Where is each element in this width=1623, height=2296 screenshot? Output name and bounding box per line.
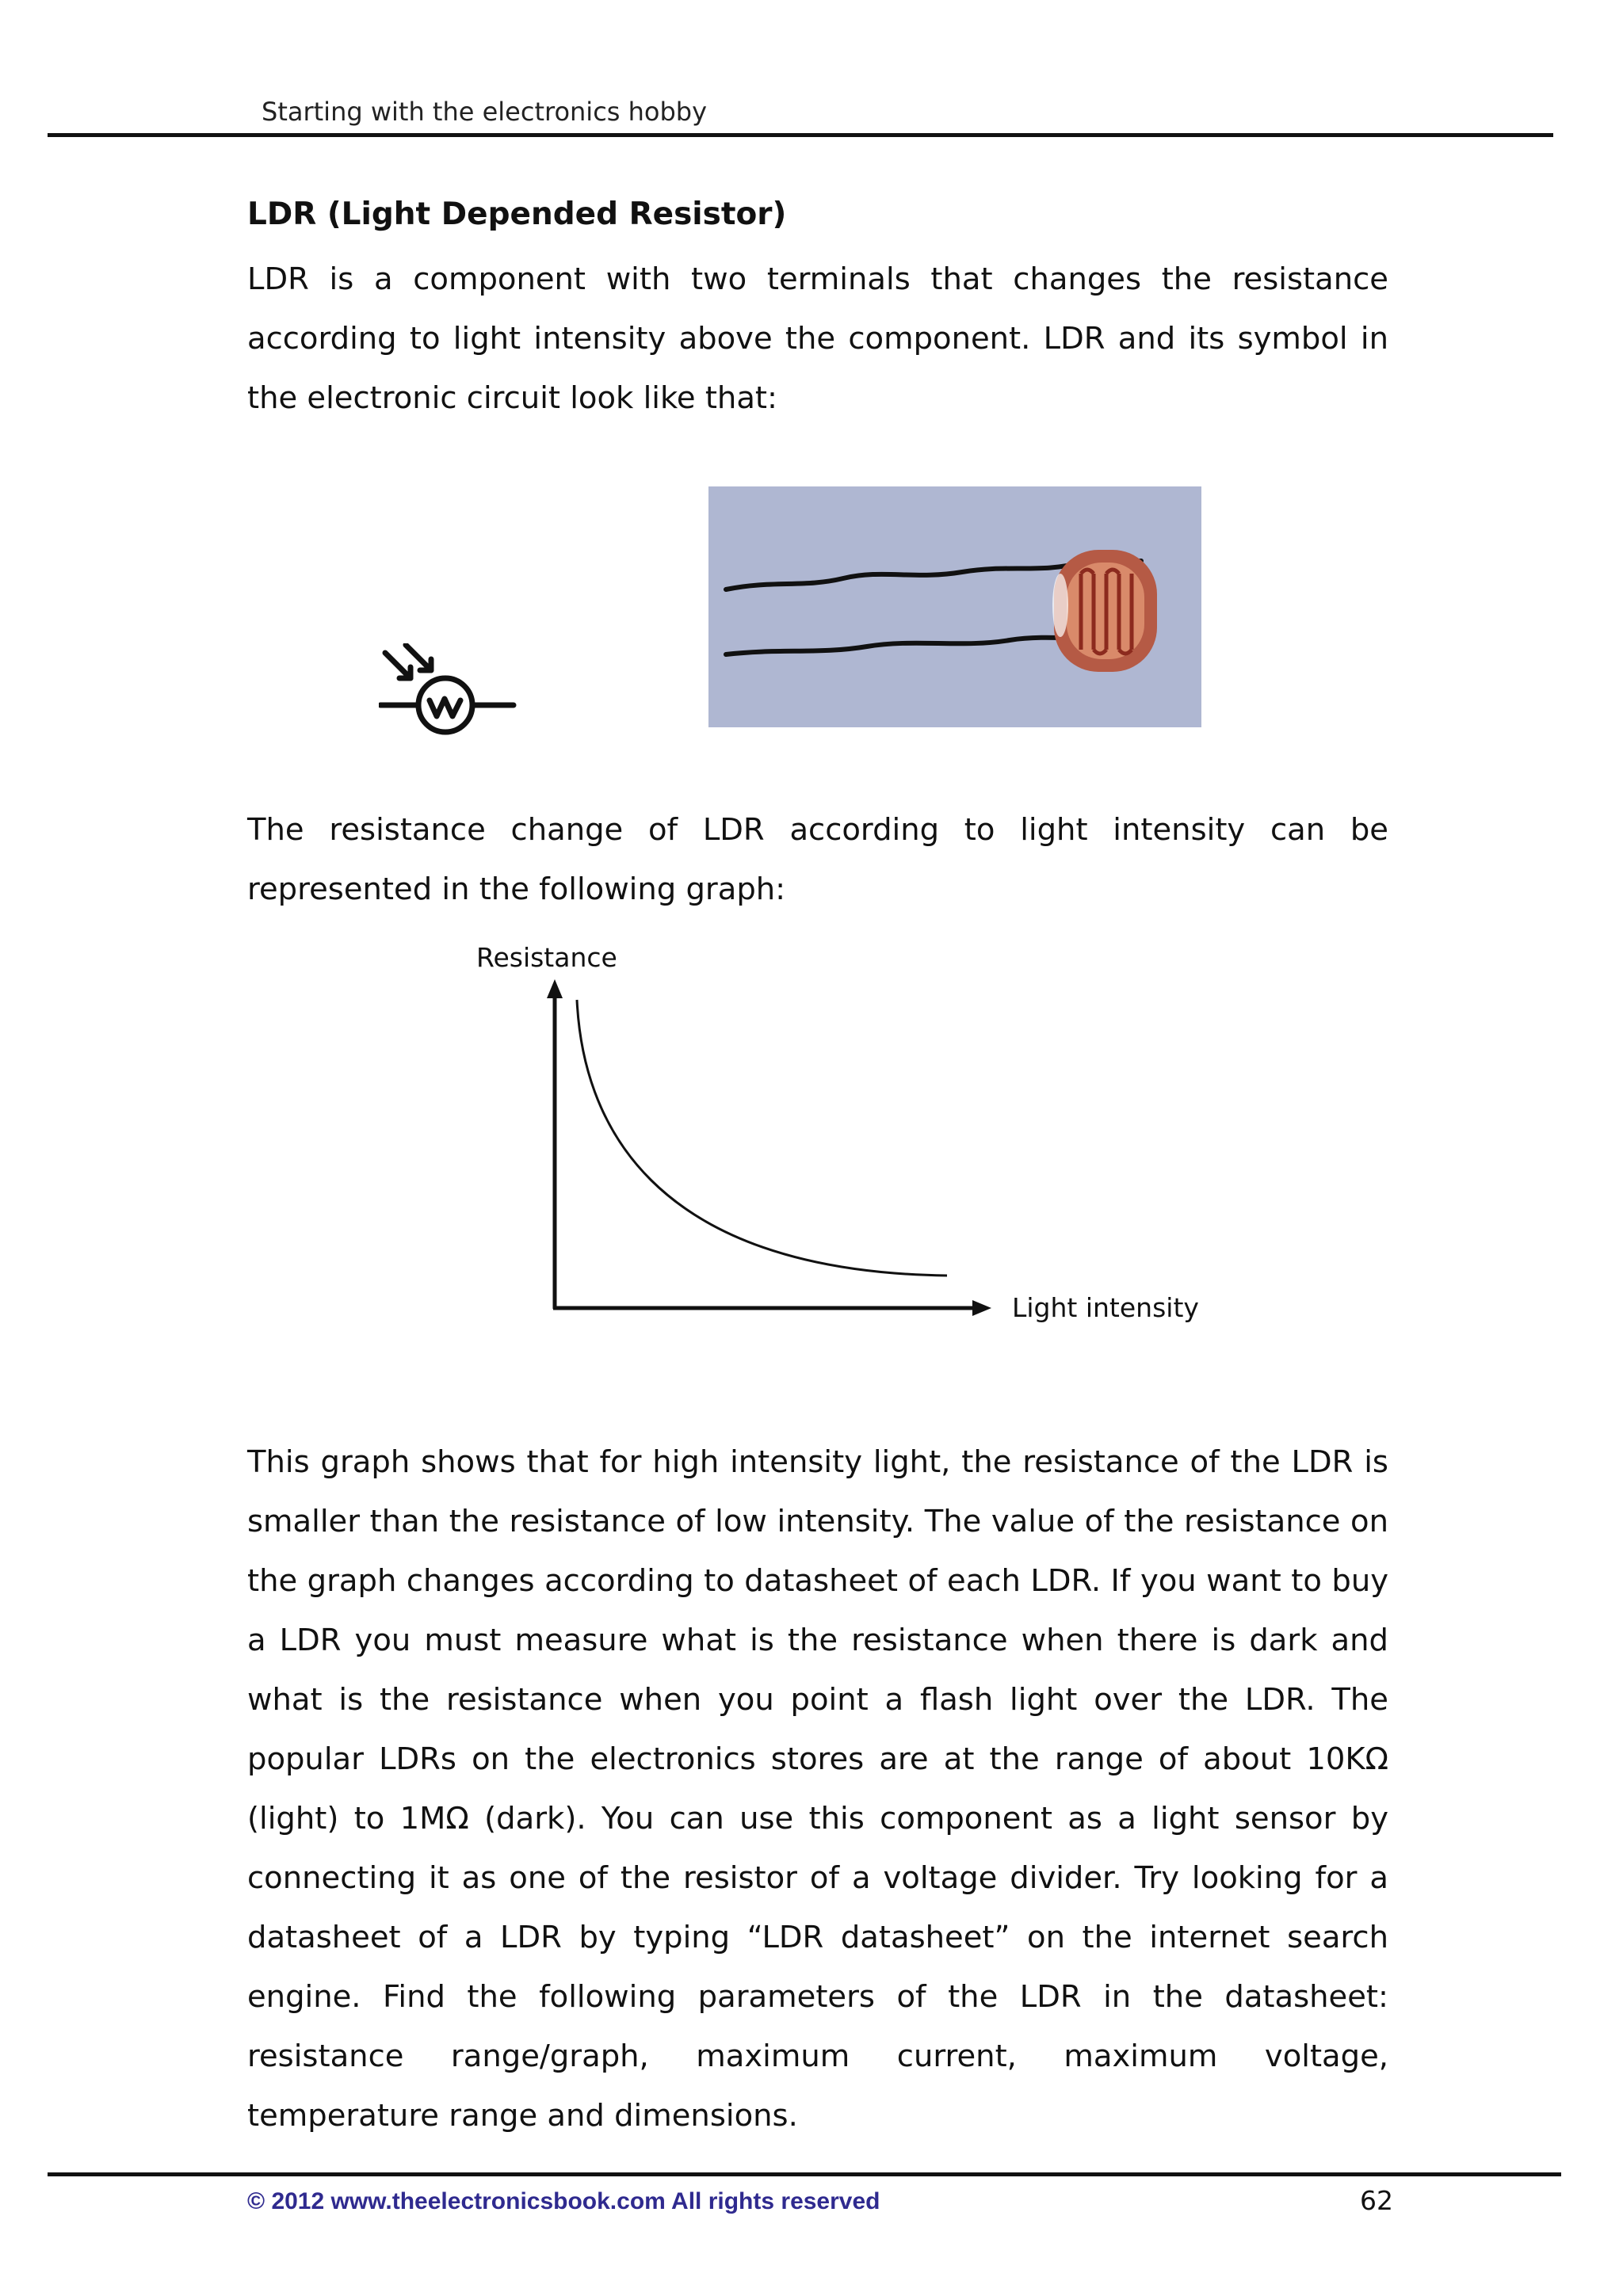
y-axis-arrow — [547, 979, 563, 998]
explanation-paragraph: This graph shows that for high intensity light, the resistance of the LDR is smaller than the resistance of low intensity. The value of the resistance on the graph changes according to datasheet of each LDR. If you want to buy a LDR you must measure what is the resistance when there is dark and what is the resistance when you point a flash light over the LDR. The popular LDRs on the electronics stores are at the range of about 10KΩ (light) to 1MΩ (dark). You can use this component as a light sensor by connecting it as one of the resistor of a voltage divider. Try looking for a datasheet of a LDR by typing “LDR datasheet” on the internet search engine. Find the following parameters of the LDR in the datasheet: resistance range/graph, maximum current, maximum voltage, temperature range and dimensions. — [247, 1444, 1388, 2134]
intro-paragraph: LDR is a component with two terminals that changes the resistance according to light intensity above the component. LDR and its symbol in the electronic circuit look like that: — [247, 261, 1388, 416]
section-heading: LDR (Light Depended Resistor) — [247, 196, 787, 232]
running-header: Starting with the electronics hobby — [262, 97, 708, 127]
ldr-symbol-icon — [379, 643, 521, 746]
y-axis-label: Resistance — [476, 942, 617, 973]
header-rule — [48, 133, 1553, 137]
x-axis-label: Light intensity — [1012, 1292, 1199, 1323]
footer-rule — [48, 2172, 1561, 2176]
ldr-photo-icon — [708, 486, 1201, 727]
page-number: 62 — [1360, 2185, 1393, 2216]
resistance-graph — [464, 935, 1209, 1331]
graph-lead-paragraph: The resistance change of LDR according to light intensity can be represented in the following graph: — [247, 812, 1388, 907]
resistance-curve — [577, 1000, 947, 1276]
footer-copyright: © 2012 www.theelectronicsbook.com All rights reserved — [247, 2188, 880, 2214]
x-axis-arrow — [972, 1300, 991, 1316]
